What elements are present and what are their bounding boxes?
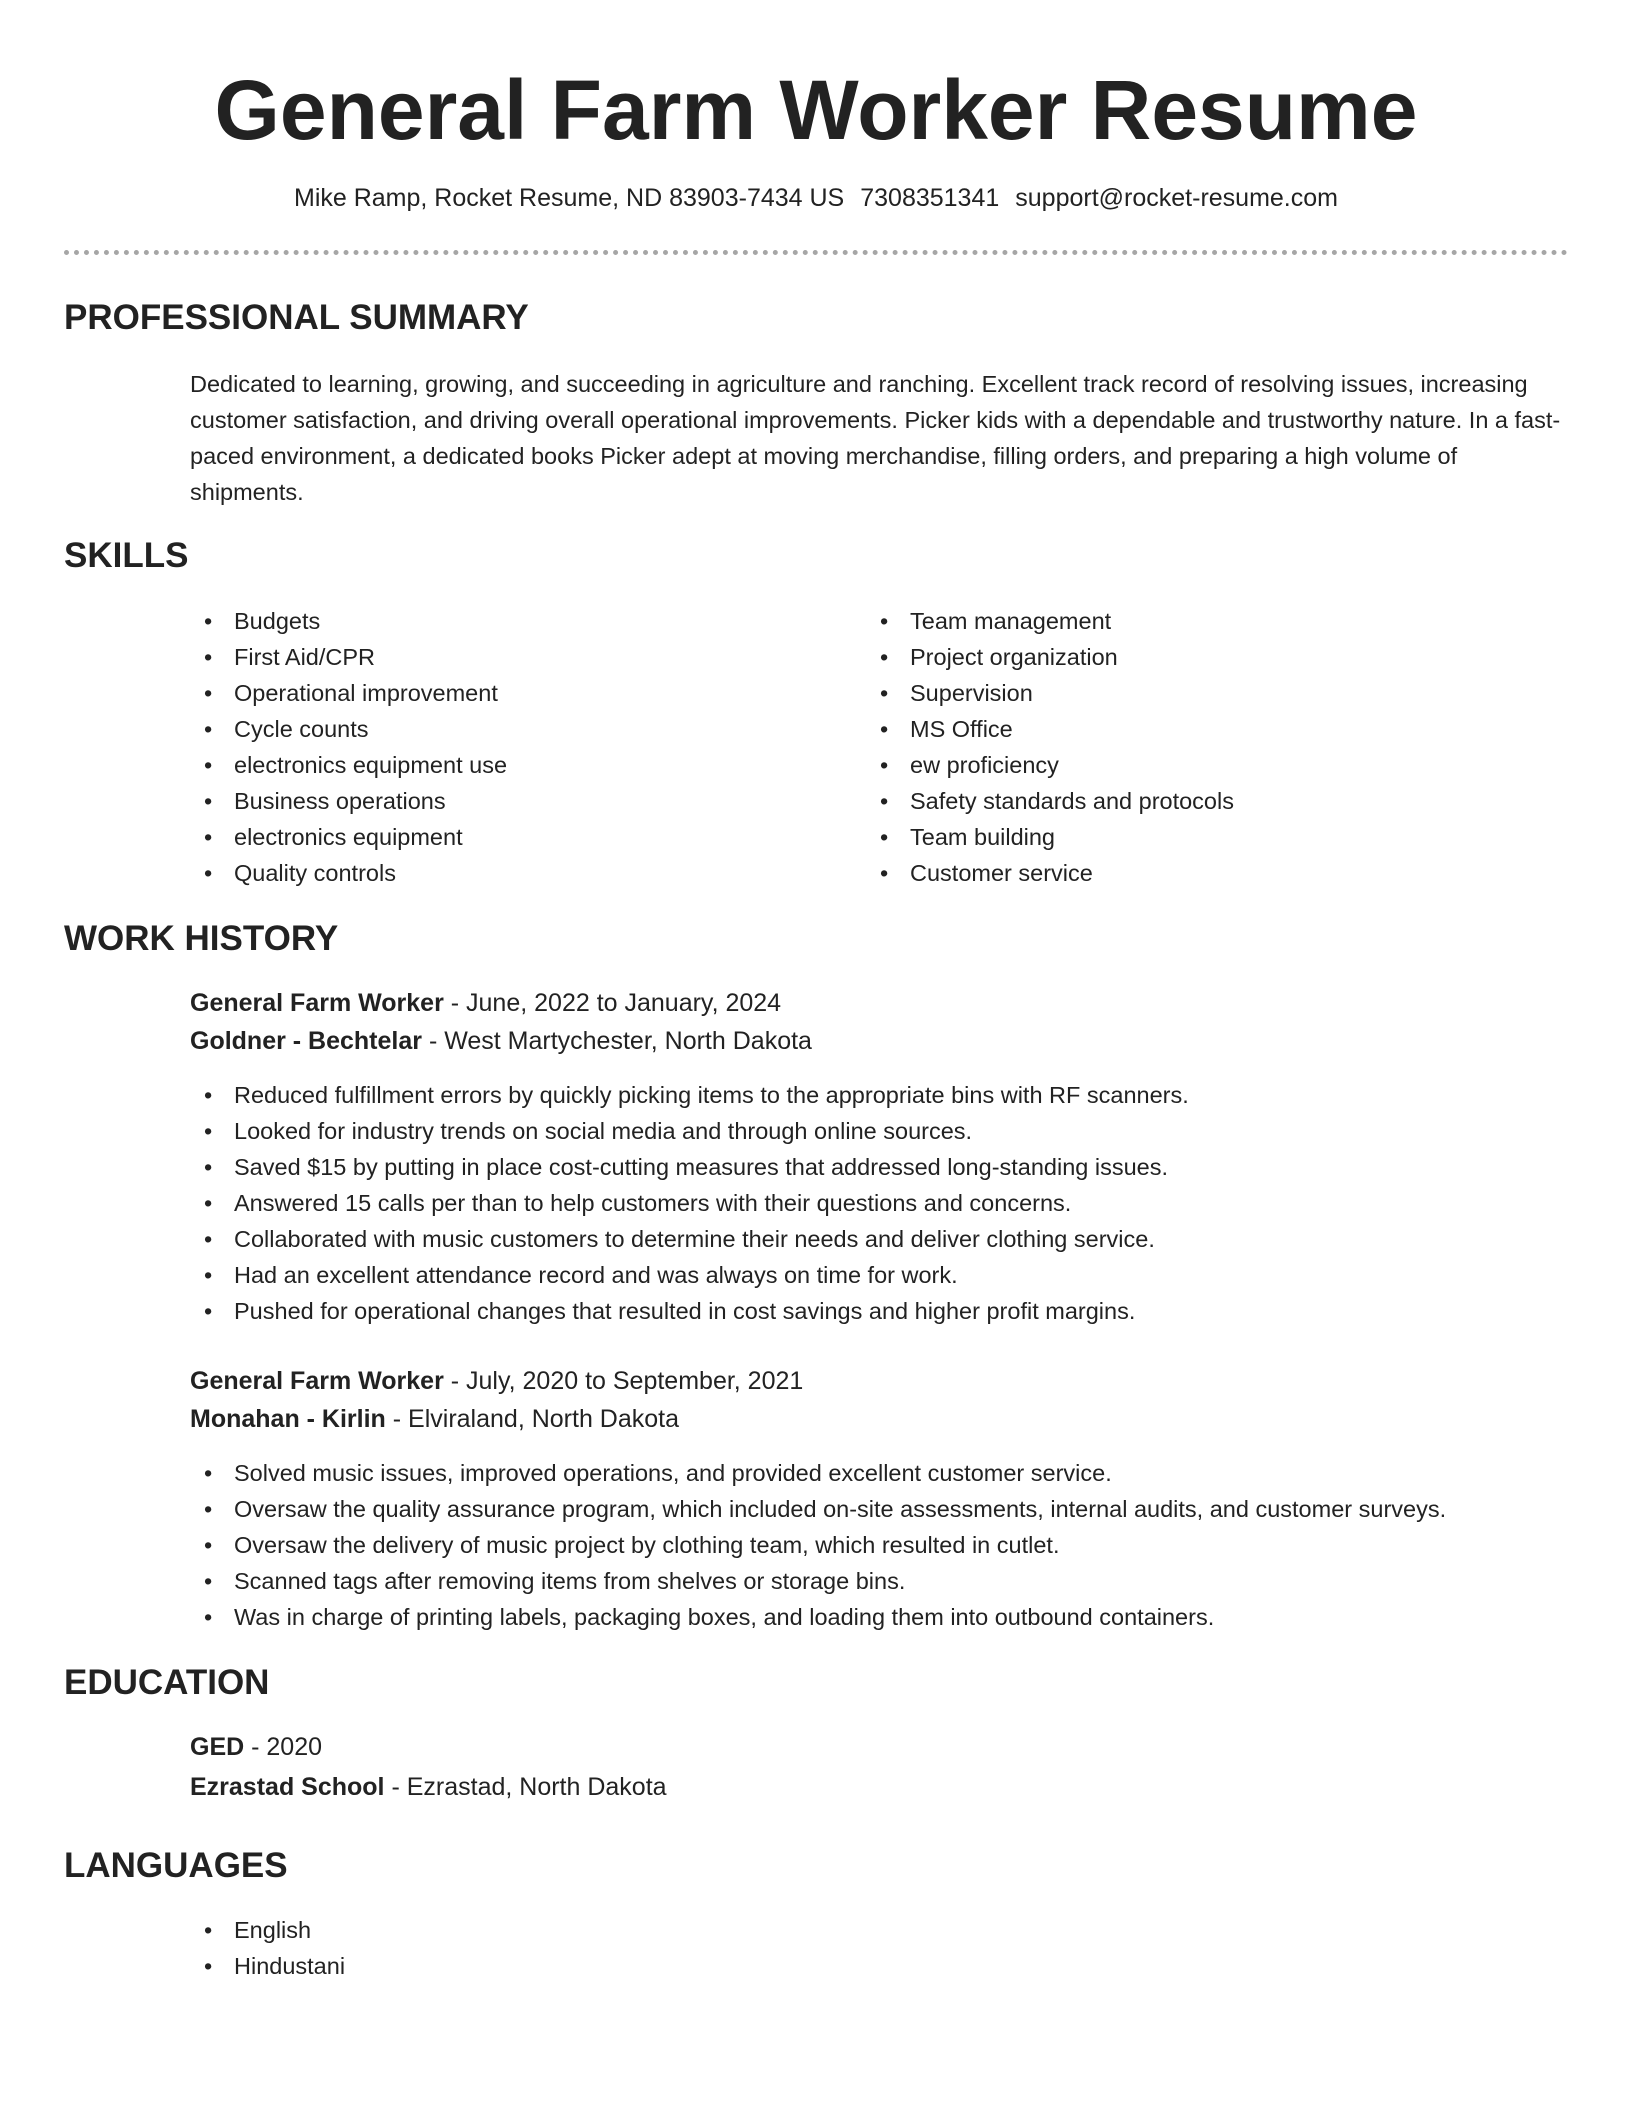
languages-list: [190, 1912, 1568, 1984]
work-heading: WORK HISTORY: [64, 919, 339, 958]
education-school-line: [190, 1767, 1568, 1807]
job-company: Goldner - Bechtelar: [190, 1027, 422, 1055]
list-item: • Oversaw the quality assurance program, which included on-site assessments, internal audits, and customer surveys.: [190, 1491, 1568, 1527]
job-title: General Farm Worker: [190, 1367, 444, 1395]
contact-address: Mike Ramp, Rocket Resume, ND 83903-7434 US: [294, 184, 845, 212]
list-item: • Team management: [866, 603, 1234, 639]
skills-list-left: [190, 603, 507, 891]
list-item: • Team building: [866, 819, 1234, 855]
job-location: - West Martychester, North Dakota: [422, 1027, 812, 1055]
education-entry: [190, 1727, 1568, 1807]
job-dates: - June, 2022 to January, 2024: [443, 989, 782, 1017]
languages-heading: LANGUAGES: [64, 1846, 288, 1885]
list-item: • Scanned tags after removing items from shelves or storage bins.: [190, 1563, 1568, 1599]
list-item: • Collaborated with music customers to determine their needs and deliver clothing service.: [190, 1221, 1568, 1257]
contact-email: support@rocket-resume.com: [1015, 184, 1338, 212]
list-item: • Answered 15 calls per than to help customers with their questions and concerns.: [190, 1185, 1568, 1221]
education-degree-line: [190, 1727, 1568, 1767]
education-heading: EDUCATION: [64, 1663, 270, 1702]
list-item: • Oversaw the delivery of music project by clothing team, which resulted in cutlet.: [190, 1527, 1568, 1563]
job-bullets: [190, 1077, 1568, 1329]
skills-list-right: [866, 603, 1234, 891]
list-item: • electronics equipment: [190, 819, 507, 855]
list-item: • Was in charge of printing labels, packaging boxes, and loading them into outbound containers.: [190, 1599, 1568, 1635]
list-item: • Budgets: [190, 603, 507, 639]
education-year: - 2020: [244, 1733, 323, 1761]
job-bullets: [190, 1455, 1568, 1635]
job-entry: [190, 984, 1568, 1060]
job-company-line: [190, 1022, 1568, 1060]
list-item: • Solved music issues, improved operations, and provided excellent customer service.: [190, 1455, 1568, 1491]
job-company: Monahan - Kirlin: [190, 1405, 386, 1433]
header-divider: [64, 250, 1568, 255]
list-item: • English: [190, 1912, 1568, 1948]
summary-heading: PROFESSIONAL SUMMARY: [64, 298, 529, 337]
resume-title: General Farm Worker Resume: [214, 63, 1418, 157]
education-school: Ezrastad School: [190, 1773, 385, 1801]
education-location: - Ezrastad, North Dakota: [384, 1773, 667, 1801]
list-item: • Project organization: [866, 639, 1234, 675]
job-title-line: [190, 1362, 1568, 1400]
job-entry: [190, 1362, 1568, 1438]
list-item: • Safety standards and protocols: [866, 783, 1234, 819]
list-item: • Quality controls: [190, 855, 507, 891]
contact-phone: 7308351341: [860, 184, 1000, 212]
summary-section: [190, 366, 1568, 510]
list-item: • Saved $15 by putting in place cost-cutting measures that addressed long-standing issues.: [190, 1149, 1568, 1185]
job-dates: - July, 2020 to September, 2021: [443, 1367, 804, 1395]
list-item: • electronics equipment use: [190, 747, 507, 783]
list-item: • Hindustani: [190, 1948, 1568, 1984]
list-item: • Cycle counts: [190, 711, 507, 747]
list-item: • Operational improvement: [190, 675, 507, 711]
education-degree: GED: [190, 1733, 245, 1761]
job-location: - Elviraland, North Dakota: [385, 1405, 680, 1433]
job-title-line: [190, 984, 1568, 1022]
contact-line: [0, 0, 1632, 216]
list-item: • ew proficiency: [866, 747, 1234, 783]
job-company-line: [190, 1400, 1568, 1438]
list-item: • Looked for industry trends on social media and through online sources.: [190, 1113, 1568, 1149]
job-title: General Farm Worker: [190, 989, 444, 1017]
summary-text: Dedicated to learning, growing, and succeeding in agriculture and ranching. Excellent track record of resolving issues, increasing customer satisfaction, and driving overall operational improvements. Picker kids with a dependable and trustworthy nature. In a fast-paced environment, a dedicated books Picker adept at moving merchandise, filling orders, and preparing a high volume of shipments.: [190, 371, 1561, 505]
list-item: • Customer service: [866, 855, 1234, 891]
skills-heading: SKILLS: [64, 536, 189, 575]
list-item: • MS Office: [866, 711, 1234, 747]
list-item: • First Aid/CPR: [190, 639, 507, 675]
list-item: • Pushed for operational changes that resulted in cost savings and higher profit margins.: [190, 1293, 1568, 1329]
list-item: • Had an excellent attendance record and was always on time for work.: [190, 1257, 1568, 1293]
list-item: • Supervision: [866, 675, 1234, 711]
list-item: • Reduced fulfillment errors by quickly picking items to the appropriate bins with RF scanners.: [190, 1077, 1568, 1113]
list-item: • Business operations: [190, 783, 507, 819]
